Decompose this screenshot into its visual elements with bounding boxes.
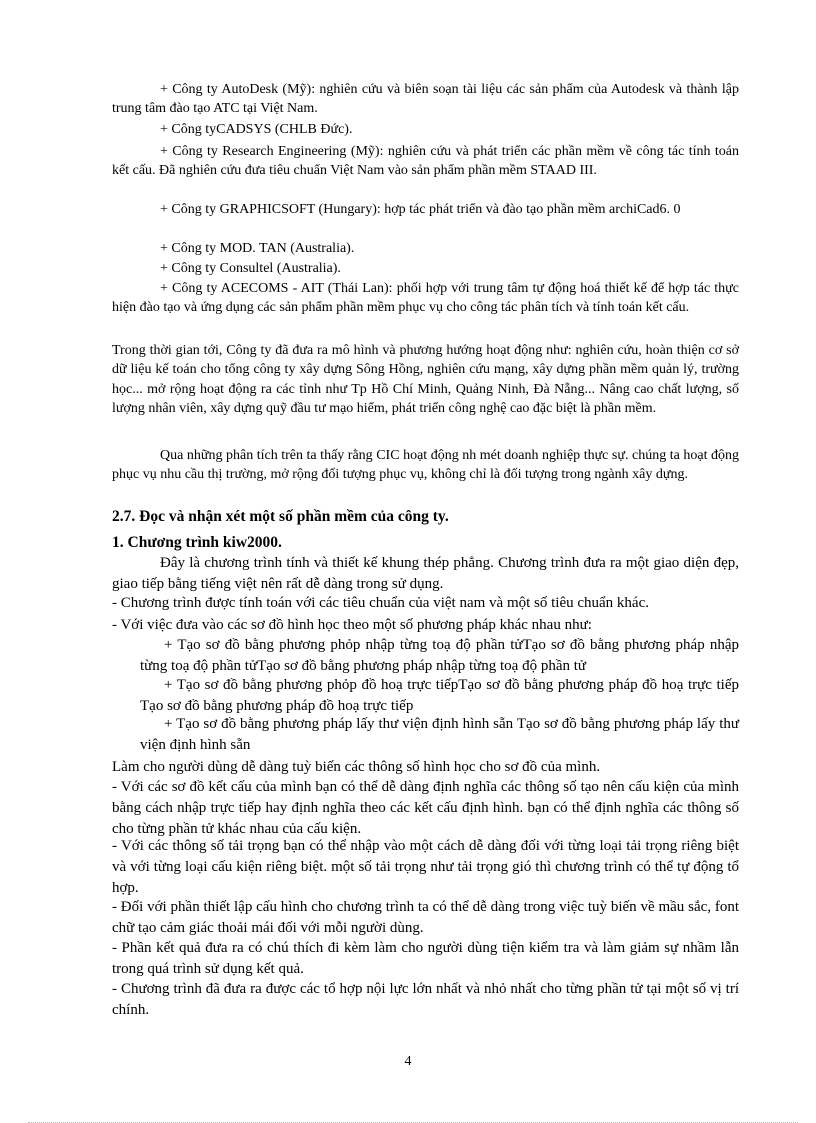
paragraph-consultel: + Công ty Consultel (Australia). <box>160 261 341 276</box>
bullet-structure-params: - Với các sơ đồ kết cấu của mình bạn có thể dễ dàng định nghĩa các thông số tạo nên cấu kiện của mình bằng cách nhập trực tiếp hay định nghĩa theo các kết cấu định hình. bạn có thể định nghĩa các thông số cho từng phần tử khác nhau của cấu kiện. <box>112 779 739 838</box>
paragraph-analysis: Qua những phân tích trên ta thấy rằng CIC hoạt động nh mét doanh nghiệp thực sự. chúng ta hoạt động phục vụ nhu cầu thị trường, mở rộng đối tượng phục vụ, không chỉ là đối tượng trong ngành xây dựng. <box>112 448 739 483</box>
paragraph-overview: Đây là chương trình tính và thiết kế khung thép phẳng. Chương trình đưa ra một giao diện đẹp, giao tiếp bằng tiếng việt nên rất dễ dàng trong sử dụng. <box>112 555 739 593</box>
paragraph-acecoms: + Công ty ACECOMS - AIT (Thái Lan): phối hợp với trung tâm tự động hoá thiết kế để hợp tác thực hiện đào tạo và ứng dụng các sản phẩm phần mềm phục vụ cho công tác phân tích và tính toán kết cấu. <box>112 281 739 316</box>
paragraph-future-plans: Trong thời gian tới, Công ty đã đưa ra mô hình và phương hướng hoạt động như: nghiên cứu, hoàn thiện cơ sở dữ liệu kế toán cho tổng công ty xây dựng Sông Hồng, nghiên cứu mạng, xây dựng phần mềm quản lý, trường học... mở rộng hoạt động ra các tỉnh như Tp Hồ Chí Minh, Quảng Ninh, Đà Nẵng... Nâng cao chất lượng, số lượng nhân viên, xây dựng quỹ đầu tư mạo hiểm, phát triển công nghệ cao đặc biệt là phần mềm. <box>112 343 739 416</box>
paragraph-method-library: + Tạo sơ đồ bằng phương pháp lấy thư viện định hình sẵn Tạo sơ đồ bằng phương pháp lấy thư viện định hình sẵn <box>140 716 739 754</box>
bullet-geometry: - Với việc đưa vào các sơ đồ hình học theo một số phương pháp khác nhau như: <box>112 617 592 633</box>
bullet-loads: - Với các thông số tải trọng bạn có thể nhập vào một cách dễ dàng đối với từng loại tải trọng riêng biệt và với từng loại cấu kiện riêng biệt. một số tải trọng như tải trọng gió thì chương trình có thể tự động tổ hợp. <box>112 838 739 897</box>
bullet-results: - Phần kết quả đưa ra có chú thích đi kèm làm cho người dùng tiện kiểm tra và làm giảm sự nhầm lẫn trong quá trình sử dụng kết quả. <box>112 940 739 978</box>
paragraph-research-engineering: + Công ty Research Engineering (Mỹ): nghiên cứu và phát triển các phần mềm về công tác tính toán kết cấu. Đã nghiên cứu đưa tiêu chuẩn Việt Nam vào sản phẩm phần mềm STAAD III. <box>112 144 739 179</box>
paragraph-cadsys: + Công tyCADSYS (CHLB Đức). <box>160 122 353 137</box>
paragraph-graphicsoft: + Công ty GRAPHICSOFT (Hungary): hợp tác phát triển và đào tạo phần mềm archiCad6. 0 <box>160 202 681 217</box>
subsection-heading: 1. Chương trình kiw2000. <box>112 534 282 551</box>
paragraph-autodesk: + Công ty AutoDesk (Mỹ): nghiên cứu và biên soạn tài liệu các sản phẩm của Autodesk và thành lập trung tâm đào tạo ATC tại Việt Nam. <box>112 82 739 117</box>
section-heading: 2.7. Đọc và nhận xét một số phần mềm của công ty. <box>112 508 449 525</box>
paragraph-customize-geometry: Làm cho người dùng dễ dàng tuỳ biến các thông số hình học cho sơ đồ của mình. <box>112 759 601 775</box>
bullet-standards: - Chương trình được tính toán với các tiêu chuẩn của việt nam và một số tiêu chuẩn khác. <box>112 595 649 611</box>
paragraph-mod-tan: + Công ty MOD. TAN (Australia). <box>160 241 355 256</box>
bullet-configuration: - Đối với phần thiết lập cấu hình cho chương trình ta có thể dễ dàng trong việc tuỳ biến về mầu sắc, font chữ tạo cảm giác thoải mái đối với mỗi người dùng. <box>112 899 739 937</box>
page-number: 4 <box>404 1054 412 1069</box>
paragraph-method-graphics: + Tạo sơ đồ bằng phương phỏp đồ hoạ trực tiếpTạo sơ đồ bằng phương pháp đồ hoạ trực tiếp Tạo sơ đồ bằng phương pháp đồ hoạ trực tiếp <box>140 677 739 715</box>
bullet-combinations: - Chương trình đã đưa ra được các tổ hợp nội lực lớn nhất và nhỏ nhất cho từng phần tử tại một số vị trí chính. <box>112 981 739 1019</box>
paragraph-method-coordinates: + Tạo sơ đồ bằng phương phỏp nhập từng toạ độ phần tửTạo sơ đồ bằng phương pháp nhập từng toạ độ phần tửTạo sơ đồ bằng phương pháp nhập từng toạ độ phần tử <box>140 637 739 675</box>
